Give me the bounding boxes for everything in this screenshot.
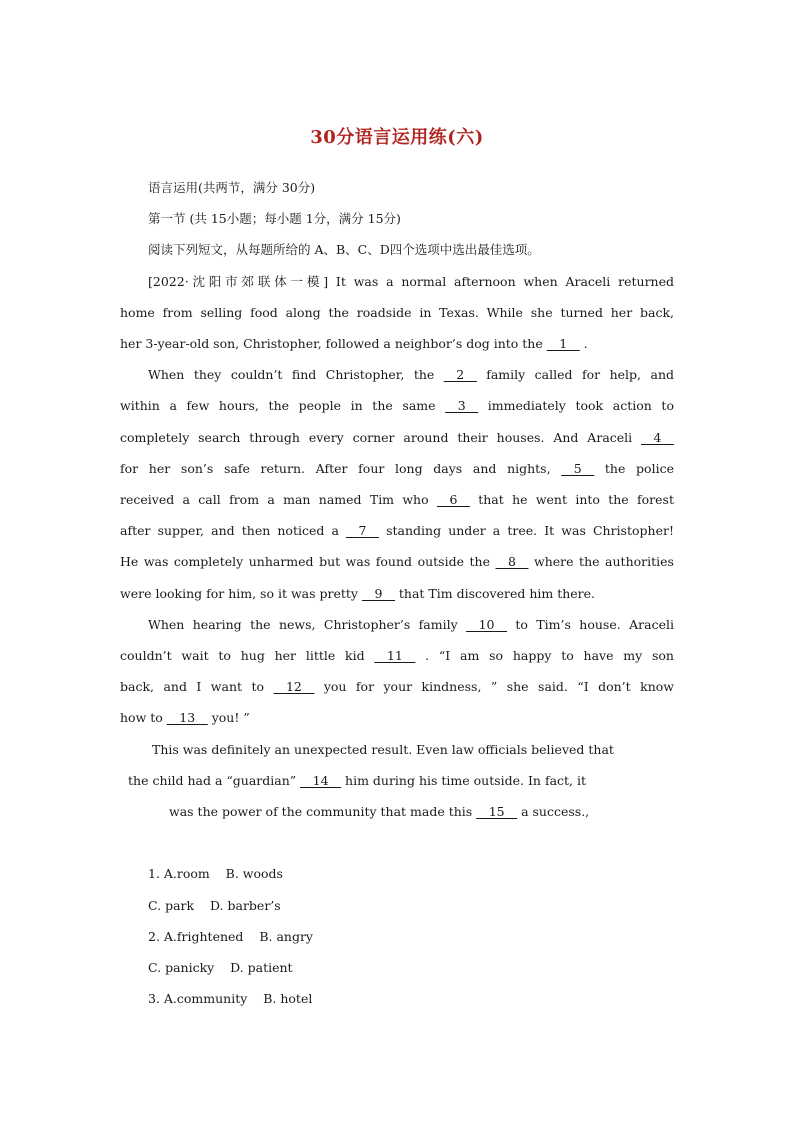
passage-line: When hearing the news, Christopher’s family __10__ to Tim’s house. Araceli (148, 617, 674, 632)
passage-line: home from selling food along the roadside in Texas. While she turned her back, (120, 305, 674, 320)
passage-line: her 3-year-old son, Christopher, followed a neighbor’s dog into the __1__ . (120, 336, 588, 351)
page-title: 30分语言运用练(六) (310, 127, 484, 148)
passage-text: It was a normal afternoon when Araceli returned (335, 274, 674, 289)
blank-5: __5__ (561, 461, 595, 476)
part-heading: 第一节 (共 15小题；每小题 1分，满分 15分) (148, 211, 401, 226)
passage-line: couldn’t wait to hug her little kid __11__ . “I am so happy to have my son (120, 648, 674, 663)
passage-line: He was completely unharmed but was found outside the __8__ where the authorities (120, 554, 674, 569)
blank-13: __13__ (166, 710, 208, 725)
passage-line: completely search through every corner around their houses. And Araceli __4__ (120, 430, 674, 445)
passage-line: within a few hours, the people in the same __3__ immediately took action to (120, 398, 674, 413)
blank-1: __1__ (546, 336, 580, 351)
passage-line: This was definitely an unexpected result. Even law officials believed that (152, 742, 614, 757)
passage-line: how to __13__ you! ” (120, 710, 250, 725)
blank-7: __7__ (346, 523, 379, 538)
passage-line: was the power of the community that made this __15__ a success., (169, 804, 590, 819)
instruction-text: 阅读下列短文，从每题所给的 A、B、C、D四个选项中选出最佳选项。 (148, 242, 540, 257)
option-line: 2. A.frightened B. angry (148, 929, 313, 944)
blank-6: __6__ (436, 492, 470, 507)
blank-14: __14__ (300, 773, 342, 788)
passage-line: received a call from a man named Tim who __6__ that he went into the forest (120, 492, 674, 507)
passage-line (148, 274, 674, 290)
option-line: 1. A.room B. woods (148, 866, 283, 881)
blank-8: __8__ (495, 554, 529, 569)
passage-line: for her son’s safe return. After four long days and nights, __5__ the police (120, 461, 674, 476)
option-line: C. panicky D. patient (148, 960, 293, 975)
blank-2: __2__ (443, 367, 477, 382)
passage-line: When they couldn’t find Christopher, the __2__ family called for help, and (148, 367, 674, 382)
passage-line: after supper, and then noticed a __7__ standing under a tree. It was Christopher! (120, 523, 674, 538)
blank-15: __15__ (476, 804, 518, 819)
blank-10: __10__ (466, 617, 507, 632)
passage-line: the child had a “guardian” __14__ him during his time outside. In fact, it (128, 773, 587, 788)
option-line: 3. A.community B. hotel (148, 991, 313, 1006)
option-line: C. park D. barber’s (148, 898, 281, 913)
blank-11: __11__ (374, 648, 416, 663)
source-tag: [2022·沈阳市郊联体一模] (148, 274, 329, 289)
blank-3: __3__ (445, 398, 479, 413)
blank-12: __12__ (273, 679, 315, 694)
blank-4: __4__ (641, 430, 674, 445)
section-heading: 语言运用(共两节，满分 30分) (148, 180, 316, 195)
passage-line: were looking for him, so it was pretty __9__ that Tim discovered him there. (120, 586, 596, 601)
passage-line: back, and I want to __12__ you for your kindness, ” she said. “I don’t know (120, 679, 674, 694)
blank-9: __9__ (361, 586, 395, 601)
